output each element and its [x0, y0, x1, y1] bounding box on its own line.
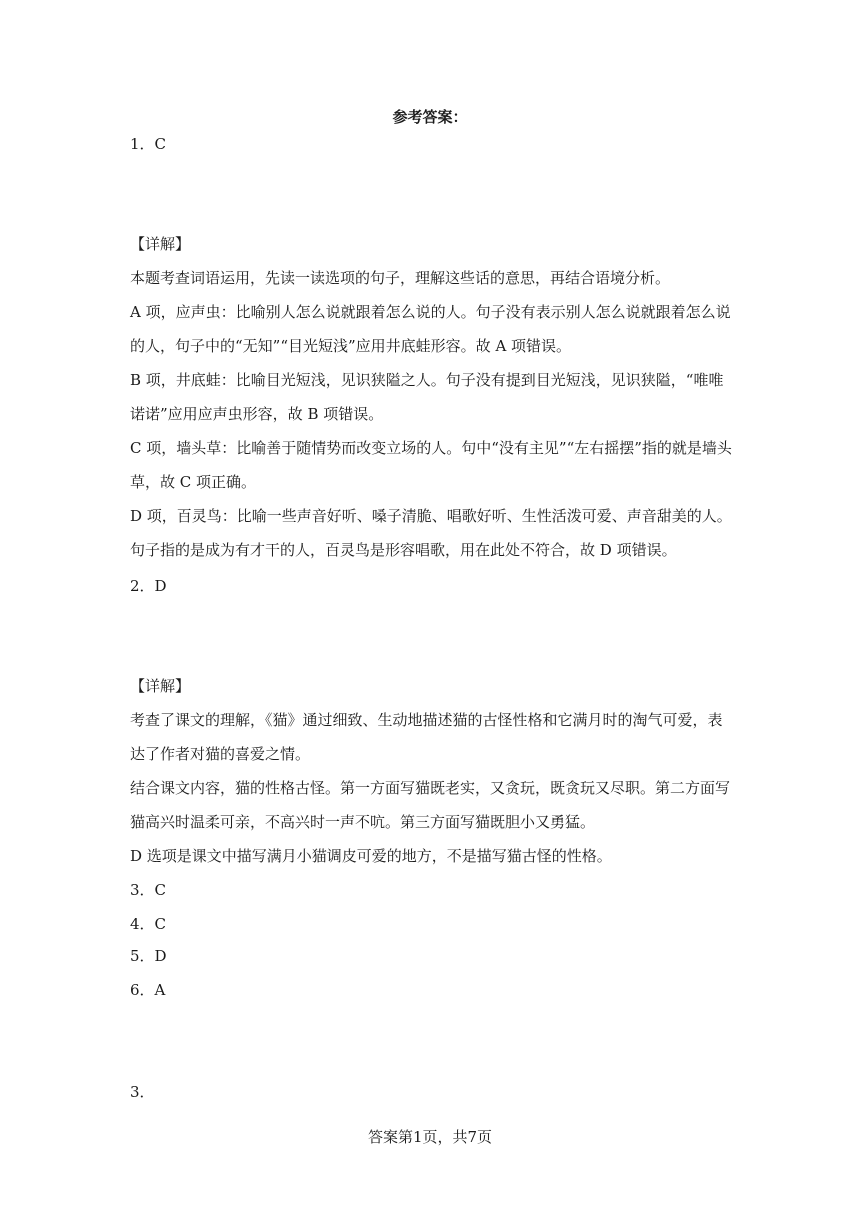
paragraph-line: 猫高兴时温柔可亲，不高兴时一声不吭。第三方面写猫既胆小又勇猛。 [130, 813, 596, 831]
paragraph-line: 结合课文内容，猫的性格古怪。第一方面写猫既老实，又贪玩，既贪玩又尽职。第二方面写 [130, 779, 731, 797]
answer-item: 2．D [130, 577, 167, 595]
answer-item: 5．D [130, 947, 167, 965]
answer-item: 1．C [130, 135, 167, 153]
paragraph-line: 句子指的是成为有才干的人，百灵鸟是形容唱歌，用在此处不符合，故 D 项错误。 [130, 541, 677, 559]
paragraph-line: 草，故 C 项正确。 [130, 473, 257, 491]
paragraph-line: C 项，墙头草：比喻善于随情势而改变立场的人。句中“没有主见”“左右摇摆”指的就是墙头 [130, 439, 732, 457]
paragraph-line: 的人，句子中的“无知”“目光短浅”应用井底蛙形容。故 A 项错误。 [130, 337, 572, 355]
answer-item: 4．C [130, 915, 167, 933]
paragraph-line: 达了作者对猫的喜爱之情。 [130, 745, 311, 763]
section-heading: 【详解】 [130, 235, 191, 253]
paragraph-line: D 项，百灵鸟：比喻一些声音好听、嗓子清脆、唱歌好听、生性活泼可爱、声音甜美的人。 [130, 507, 732, 525]
paragraph-line: B 项，井底蛙：比喻目光短浅，见识狭隘之人。句子没有提到目光短浅，见识狭隘，“唯唯 [130, 371, 724, 389]
answer-item: 3．C [130, 881, 167, 899]
paragraph-line: A 项，应声虫：比喻别人怎么说就跟着怎么说的人。句子没有表示别人怎么说就跟着怎么说 [130, 303, 731, 321]
answer-item: 6．A [130, 981, 166, 999]
answer-item: 3． [130, 1083, 155, 1101]
page-title: 参考答案： [392, 108, 468, 126]
paragraph-line: 诺诺”应用应声虫形容，故 B 项错误。 [130, 405, 384, 423]
page-footer: 答案第1页，共7页 [367, 1128, 493, 1146]
paragraph-line: 本题考查词语运用，先读一读选项的句子，理解这些话的意思，再结合语境分析。 [130, 269, 671, 287]
paragraph-line: D 选项是课文中描写满月小猫调皮可爱的地方，不是描写猫古怪的性格。 [130, 847, 612, 865]
section-heading: 【详解】 [130, 677, 191, 695]
paragraph-line: 考查了课文的理解，《猫》通过细致、生动地描述猫的古怪性格和它满月时的淘气可爱，表 [130, 711, 723, 729]
